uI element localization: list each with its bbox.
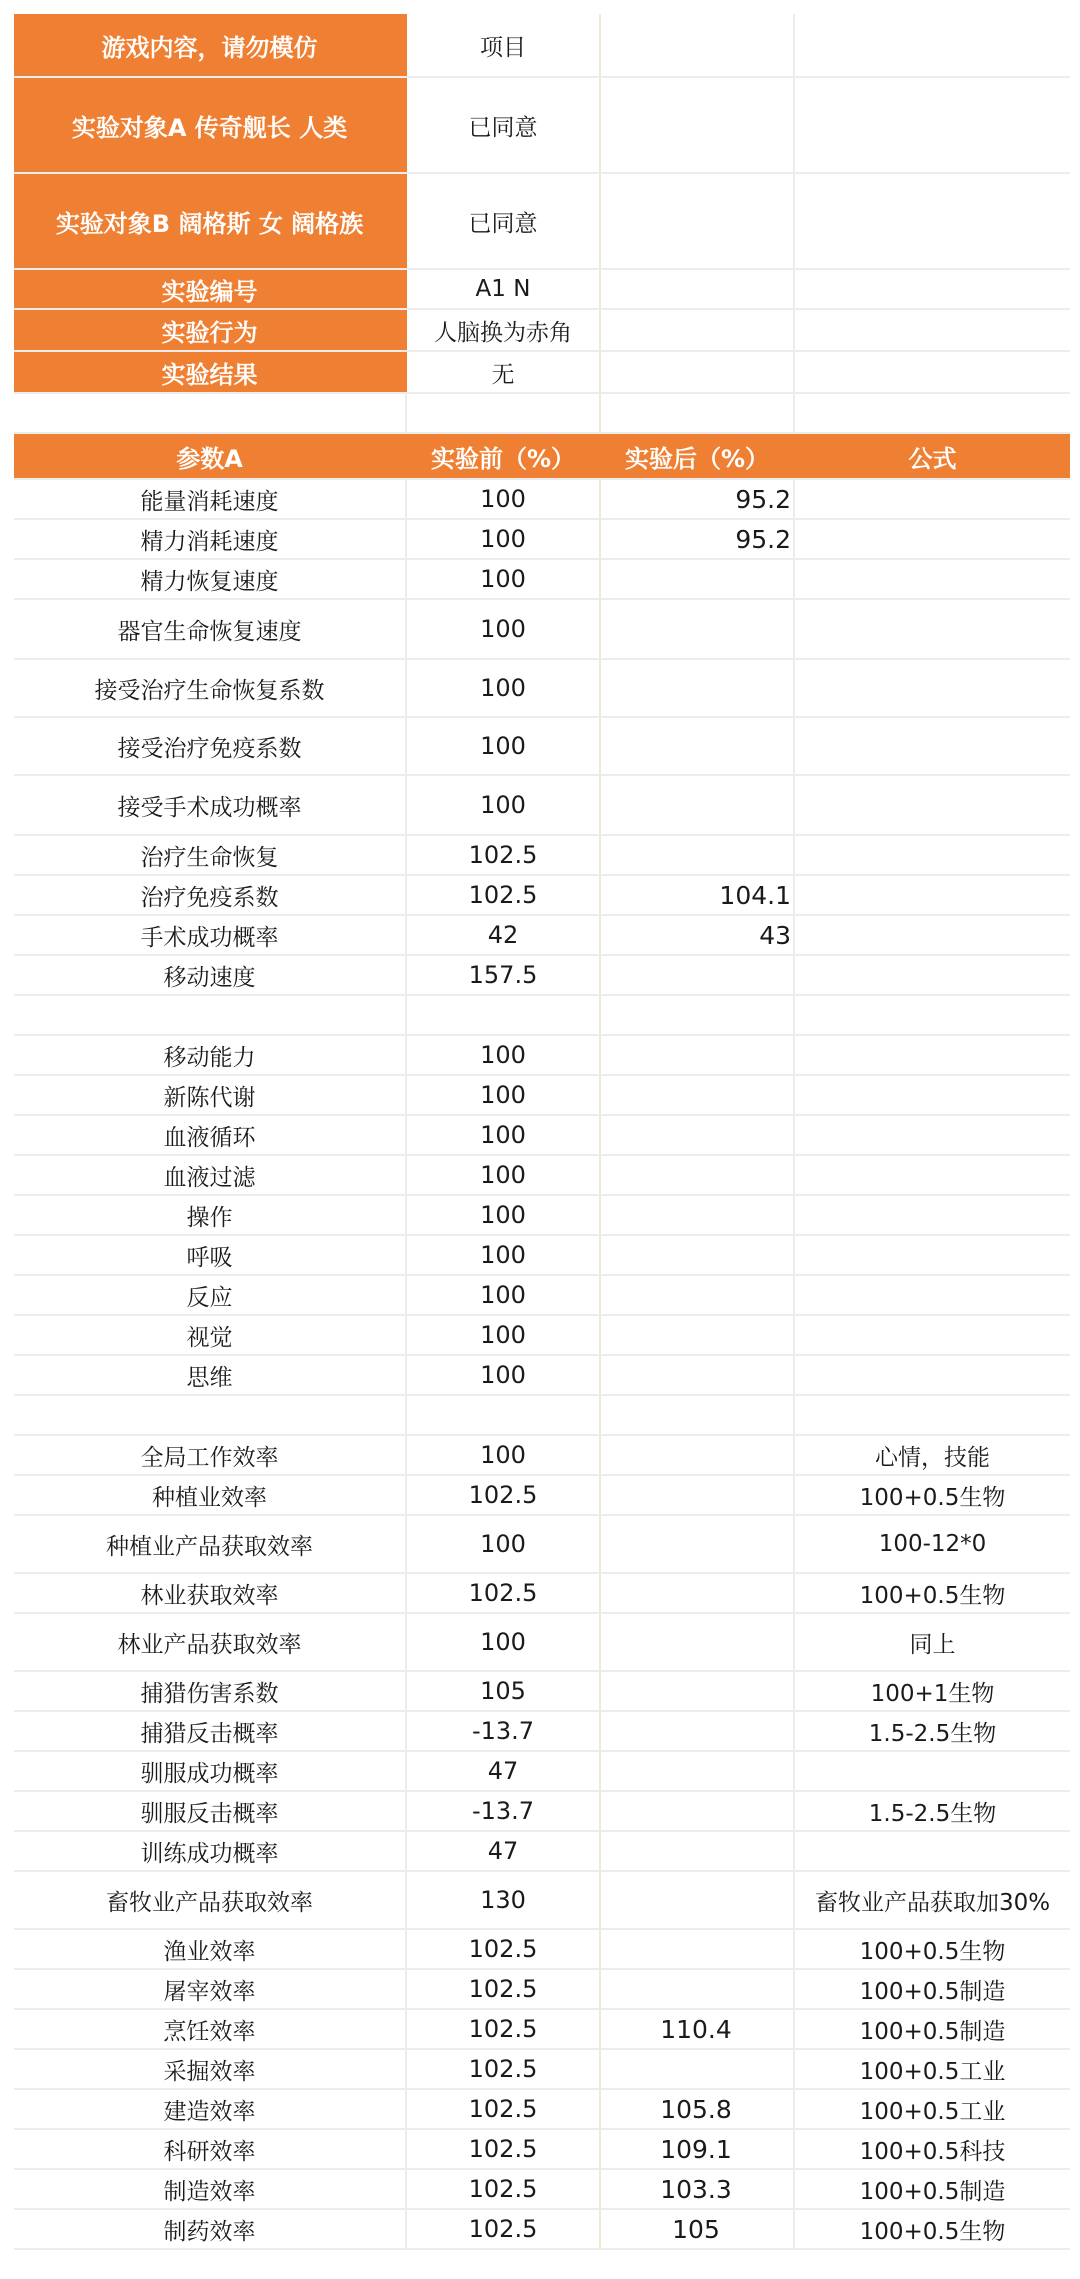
formula: 1.5-2.5生物 (868, 1800, 997, 1827)
formula: 100+0.5科技 (859, 2138, 1006, 2165)
info-row (14, 310, 1070, 352)
param-name: 精力消耗速度 (14, 520, 407, 558)
param-name (14, 1396, 407, 1434)
value-after (601, 2050, 795, 2088)
info-label: 实验结果 (14, 352, 407, 392)
experiment-info-block (14, 14, 1070, 394)
value-after (601, 660, 795, 716)
value-before: 102.5 (407, 1930, 601, 1968)
param-name: 接受治疗免疫系数 (14, 718, 407, 774)
table-row (14, 660, 1070, 718)
value-before: 102.5 (407, 2130, 601, 2168)
table-row (14, 1436, 1070, 1476)
formula: 心情，技能 (875, 1444, 990, 1471)
value-before: 100 (407, 1516, 601, 1572)
formula (795, 1396, 1070, 1434)
value-before: 47 (407, 1832, 601, 1870)
formula (795, 956, 1070, 994)
param-name: 建造效率 (14, 2090, 407, 2128)
spacer-row (14, 1396, 1070, 1436)
table-row (14, 480, 1070, 520)
table-row (14, 718, 1070, 776)
value-after (601, 1436, 795, 1474)
value-before: 102.5 (407, 876, 601, 914)
table-row (14, 1196, 1070, 1236)
formula (795, 1116, 1070, 1154)
param-name: 血液过滤 (14, 1156, 407, 1194)
value-before: 47 (407, 1752, 601, 1790)
table-row (14, 520, 1070, 560)
value-before: 100 (407, 1076, 601, 1114)
param-name: 训练成功概率 (14, 1832, 407, 1870)
formula: 100+0.5生物 (859, 1938, 1006, 1965)
table-row (14, 1574, 1070, 1614)
spacer-row (14, 394, 1070, 434)
value-after (601, 1970, 795, 2008)
formula (795, 1196, 1070, 1234)
value-before: 100 (407, 718, 601, 774)
param-name: 林业获取效率 (14, 1574, 407, 1612)
param-name: 移动能力 (14, 1036, 407, 1074)
table-row (14, 1476, 1070, 1516)
value-before: 100 (407, 1356, 601, 1394)
table-row (14, 1752, 1070, 1792)
info-value: 已同意 (407, 78, 601, 172)
table-row (14, 1672, 1070, 1712)
header-formula: 公式 (795, 434, 1070, 478)
param-name: 林业产品获取效率 (14, 1614, 407, 1670)
value-before (407, 996, 601, 1034)
formula: 畜牧业产品获取加30% (814, 1889, 1051, 1916)
table-row (14, 1872, 1070, 1930)
table-row (14, 2050, 1070, 2090)
info-row (14, 270, 1070, 310)
value-after (601, 1476, 795, 1514)
param-name: 能量消耗速度 (14, 480, 407, 518)
value-after (601, 560, 795, 598)
table-row (14, 600, 1070, 660)
formula: 100+0.5生物 (859, 2218, 1006, 2245)
info-value: 无 (407, 352, 601, 392)
table-row (14, 1792, 1070, 1832)
param-name: 屠宰效率 (14, 1970, 407, 2008)
param-name: 烹饪效率 (14, 2010, 407, 2048)
value-after (601, 1316, 795, 1354)
value-after (601, 1930, 795, 1968)
formula (795, 1236, 1070, 1274)
header-after: 实验后（%） (601, 434, 795, 478)
value-before: 102.5 (407, 2090, 601, 2128)
parameter-table-body (14, 480, 1070, 2250)
formula: 100+0.5制造 (859, 1978, 1006, 2005)
param-name: 驯服反击概率 (14, 1792, 407, 1830)
value-after (601, 1832, 795, 1870)
table-header-row (14, 434, 1070, 480)
formula (795, 836, 1070, 874)
value-after (601, 956, 795, 994)
value-after (601, 1516, 795, 1572)
value-before: 100 (407, 1036, 601, 1074)
table-row (14, 876, 1070, 916)
formula: 100+0.5生物 (859, 1484, 1006, 1511)
value-after (601, 1196, 795, 1234)
value-after (601, 1712, 795, 1750)
table-row (14, 916, 1070, 956)
value-before: 100 (407, 600, 601, 658)
value-after (601, 836, 795, 874)
value-after: 105.8 (601, 2090, 795, 2128)
table-row (14, 2130, 1070, 2170)
table-row (14, 2170, 1070, 2210)
value-before: 130 (407, 1872, 601, 1928)
table-row (14, 836, 1070, 876)
value-before: 100 (407, 1236, 601, 1274)
table-row (14, 1970, 1070, 2010)
formula: 100+0.5生物 (859, 1582, 1006, 1609)
header-before: 实验前（%） (407, 434, 601, 478)
param-name: 渔业效率 (14, 1930, 407, 1968)
formula (795, 1316, 1070, 1354)
value-before: 157.5 (407, 956, 601, 994)
table-row (14, 1036, 1070, 1076)
table-row (14, 1076, 1070, 1116)
info-row (14, 174, 1070, 270)
table-row (14, 2090, 1070, 2130)
value-after (601, 718, 795, 774)
param-name: 器官生命恢复速度 (14, 600, 407, 658)
table-row (14, 1832, 1070, 1872)
param-name: 操作 (14, 1196, 407, 1234)
formula: 100+1生物 (870, 1680, 995, 1707)
value-before: 100 (407, 1196, 601, 1234)
formula (795, 520, 1070, 558)
formula (795, 1832, 1070, 1870)
formula: 100+0.5工业 (859, 2098, 1006, 2125)
value-before: 102.5 (407, 836, 601, 874)
value-after (601, 1396, 795, 1434)
value-before: 100 (407, 660, 601, 716)
value-after (601, 1792, 795, 1830)
info-value: A1 N (407, 270, 601, 308)
param-name: 治疗生命恢复 (14, 836, 407, 874)
spreadsheet (14, 14, 1070, 2250)
param-name: 治疗免疫系数 (14, 876, 407, 914)
value-before: 100 (407, 1116, 601, 1154)
info-row (14, 78, 1070, 174)
formula: 100+0.5制造 (859, 2018, 1006, 2045)
formula (795, 916, 1070, 954)
info-label: 实验对象A 传奇舰长 人类 (14, 78, 407, 172)
table-row (14, 560, 1070, 600)
value-before: 100 (407, 1436, 601, 1474)
param-name (14, 996, 407, 1034)
value-after (601, 1276, 795, 1314)
value-after: 105 (601, 2210, 795, 2248)
value-after (601, 996, 795, 1034)
value-after: 103.3 (601, 2170, 795, 2208)
table-row (14, 956, 1070, 996)
table-row (14, 2210, 1070, 2250)
info-value: 项目 (407, 14, 601, 76)
value-after (601, 1672, 795, 1710)
formula: 1.5-2.5生物 (868, 1720, 997, 1747)
param-name: 思维 (14, 1356, 407, 1394)
value-before: 100 (407, 1316, 601, 1354)
value-before: 102.5 (407, 1476, 601, 1514)
formula: 100+0.5工业 (859, 2058, 1006, 2085)
value-after (601, 1156, 795, 1194)
value-after (601, 1752, 795, 1790)
info-value: 人脑换为赤角 (407, 310, 601, 350)
info-label: 实验行为 (14, 310, 407, 350)
param-name: 驯服成功概率 (14, 1752, 407, 1790)
value-after (601, 1036, 795, 1074)
formula (795, 480, 1070, 518)
value-before: 100 (407, 480, 601, 518)
value-before (407, 1396, 601, 1434)
formula (795, 1276, 1070, 1314)
param-name: 移动速度 (14, 956, 407, 994)
value-after: 95.2 (601, 520, 795, 558)
info-value: 已同意 (407, 174, 601, 268)
param-name: 接受治疗生命恢复系数 (14, 660, 407, 716)
info-row (14, 352, 1070, 394)
formula (795, 1156, 1070, 1194)
value-before: 105 (407, 1672, 601, 1710)
table-row (14, 1276, 1070, 1316)
formula (795, 1752, 1070, 1790)
param-name: 接受手术成功概率 (14, 776, 407, 834)
value-after (601, 1872, 795, 1928)
info-label: 游戏内容，请勿模仿 (14, 14, 407, 76)
value-before: 102.5 (407, 2210, 601, 2248)
value-before: 102.5 (407, 1574, 601, 1612)
value-after: 95.2 (601, 480, 795, 518)
value-before: 102.5 (407, 2170, 601, 2208)
value-after (601, 1076, 795, 1114)
value-after (601, 1356, 795, 1394)
header-param: 参数A (14, 434, 407, 478)
formula: 100+0.5制造 (859, 2178, 1006, 2205)
value-before: 102.5 (407, 2010, 601, 2048)
param-name: 种植业产品获取效率 (14, 1516, 407, 1572)
formula: 100-12*0 (878, 1531, 987, 1557)
param-name: 采掘效率 (14, 2050, 407, 2088)
param-name: 畜牧业产品获取效率 (14, 1872, 407, 1928)
param-name: 制药效率 (14, 2210, 407, 2248)
info-row (14, 14, 1070, 78)
value-before: 100 (407, 1156, 601, 1194)
formula (795, 1076, 1070, 1114)
formula (795, 560, 1070, 598)
param-name: 种植业效率 (14, 1476, 407, 1514)
param-name: 制造效率 (14, 2170, 407, 2208)
formula (795, 718, 1070, 774)
value-after (601, 1236, 795, 1274)
value-after (601, 1574, 795, 1612)
value-before: 100 (407, 1614, 601, 1670)
value-after (601, 600, 795, 658)
value-before: 102.5 (407, 2050, 601, 2088)
value-after (601, 776, 795, 834)
formula: 同上 (909, 1631, 956, 1658)
table-row (14, 1316, 1070, 1356)
param-name: 视觉 (14, 1316, 407, 1354)
param-name: 捕猎伤害系数 (14, 1672, 407, 1710)
table-row (14, 1712, 1070, 1752)
formula (795, 876, 1070, 914)
param-name: 新陈代谢 (14, 1076, 407, 1114)
spacer-row (14, 996, 1070, 1036)
formula (795, 600, 1070, 658)
table-row (14, 1930, 1070, 1970)
value-before: -13.7 (407, 1712, 601, 1750)
param-name: 全局工作效率 (14, 1436, 407, 1474)
table-row (14, 2010, 1070, 2050)
param-name: 手术成功概率 (14, 916, 407, 954)
formula (795, 776, 1070, 834)
param-name: 精力恢复速度 (14, 560, 407, 598)
value-after (601, 1116, 795, 1154)
value-after: 110.4 (601, 2010, 795, 2048)
value-before: 100 (407, 520, 601, 558)
formula (795, 1036, 1070, 1074)
table-row (14, 1516, 1070, 1574)
value-before: 102.5 (407, 1970, 601, 2008)
table-row (14, 1156, 1070, 1196)
value-before: 42 (407, 916, 601, 954)
param-name: 血液循环 (14, 1116, 407, 1154)
value-before: -13.7 (407, 1792, 601, 1830)
info-label: 实验对象B 阔格斯 女 阔格族 (14, 174, 407, 268)
table-row (14, 776, 1070, 836)
value-after: 109.1 (601, 2130, 795, 2168)
formula (795, 660, 1070, 716)
param-name: 科研效率 (14, 2130, 407, 2168)
value-after: 104.1 (601, 876, 795, 914)
param-name: 呼吸 (14, 1236, 407, 1274)
value-after (601, 1614, 795, 1670)
table-row (14, 1356, 1070, 1396)
value-after: 43 (601, 916, 795, 954)
table-row (14, 1236, 1070, 1276)
param-name: 捕猎反击概率 (14, 1712, 407, 1750)
param-name: 反应 (14, 1276, 407, 1314)
formula (795, 1356, 1070, 1394)
value-before: 100 (407, 560, 601, 598)
table-row (14, 1116, 1070, 1156)
info-label: 实验编号 (14, 270, 407, 308)
value-before: 100 (407, 1276, 601, 1314)
value-before: 100 (407, 776, 601, 834)
formula (795, 996, 1070, 1034)
table-row (14, 1614, 1070, 1672)
